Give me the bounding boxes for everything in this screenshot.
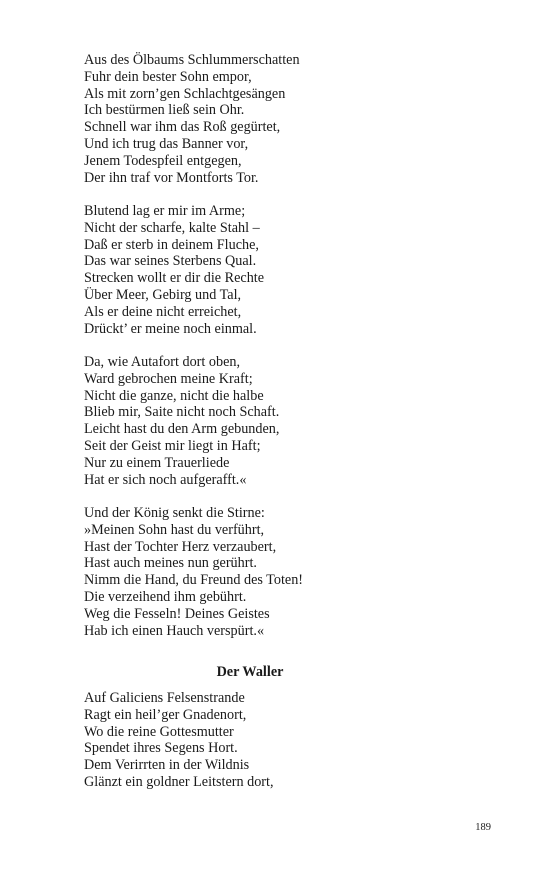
verse-line: Drückt’ er meine noch einmal.: [84, 320, 257, 337]
verse-line: Spendet ihres Segens Hort.: [84, 740, 238, 757]
verse-line: Und der König senkt die Stirne:: [84, 505, 265, 521]
verse-line: Dem Verirrten in der Wildnis: [84, 757, 250, 774]
verse-line: Daß er sterb in deinem Fluche,: [84, 236, 259, 253]
poem-stanza-2: [84, 203, 264, 337]
verse-line: Aus des Ölbaums Schlummerschatten: [84, 52, 300, 68]
verse-line: Und ich trug das Banner vor,: [84, 135, 249, 152]
poem-title: Der Waller: [216, 664, 284, 680]
verse-line: Wo die reine Gottesmutter: [84, 723, 234, 740]
verse-line: Hast auch meines nun gerührt.: [84, 555, 257, 572]
verse-line: Auf Galiciens Felsenstrande: [84, 690, 245, 706]
poem-stanza-3: [84, 354, 279, 488]
verse-line: Als mit zorn’gen Schlachtgesängen: [84, 85, 286, 102]
verse-line: Nimm die Hand, du Freund des Toten!: [84, 572, 304, 589]
verse-line: Strecken wollt er dir die Rechte: [84, 270, 265, 287]
verse-line: Hab ich einen Hauch verspürt.«: [84, 622, 265, 639]
verse-line: »Meinen Sohn hast du verführt,: [84, 521, 265, 538]
verse-line: Weg die Fesseln! Deines Geistes: [84, 605, 270, 622]
verse-line: Hast der Tochter Herz verzaubert,: [84, 538, 277, 555]
poem-stanza-1: [84, 52, 300, 186]
page-number: 189: [475, 822, 491, 833]
verse-line: Ich bestürmen ließ sein Ohr.: [84, 102, 245, 119]
verse-line: Nur zu einem Trauerliede: [84, 454, 230, 471]
verse-line: Als er deine nicht erreichet,: [84, 303, 242, 320]
poem-stanza-4: [84, 505, 303, 639]
verse-line: Hat er sich noch aufgerafft.«: [84, 471, 247, 488]
verse-line: Blutend lag er mir im Arme;: [84, 203, 246, 219]
verse-line: Fuhr dein bester Sohn empor,: [84, 68, 252, 85]
verse-line: Über Meer, Gebirg und Tal,: [84, 286, 242, 303]
verse-line: Das war seines Sterbens Qual.: [84, 253, 257, 270]
verse-line: Jenem Todespfeil entgegen,: [84, 152, 242, 169]
poem-stanza-5: [84, 690, 274, 791]
verse-line: Die verzeihend ihm gebührt.: [84, 588, 247, 605]
verse-line: Nicht die ganze, nicht die halbe: [84, 387, 264, 404]
verse-line: Ward gebrochen meine Kraft;: [84, 370, 253, 387]
verse-line: Seit der Geist mir liegt in Haft;: [84, 437, 261, 454]
verse-line: Leicht hast du den Arm gebunden,: [84, 421, 280, 438]
verse-line: Schnell war ihm das Roß gegürtet,: [84, 119, 281, 136]
verse-line: Der ihn traf vor Montforts Tor.: [84, 169, 259, 186]
verse-line: Glänzt ein goldner Leitstern dort,: [84, 773, 274, 790]
verse-line: Ragt ein heil’ger Gnadenort,: [84, 706, 247, 723]
verse-line: Nicht der scharfe, kalte Stahl –: [84, 219, 260, 236]
verse-line: Blieb mir, Saite nicht noch Schaft.: [84, 404, 280, 421]
verse-line: Da, wie Autafort dort oben,: [84, 354, 241, 370]
